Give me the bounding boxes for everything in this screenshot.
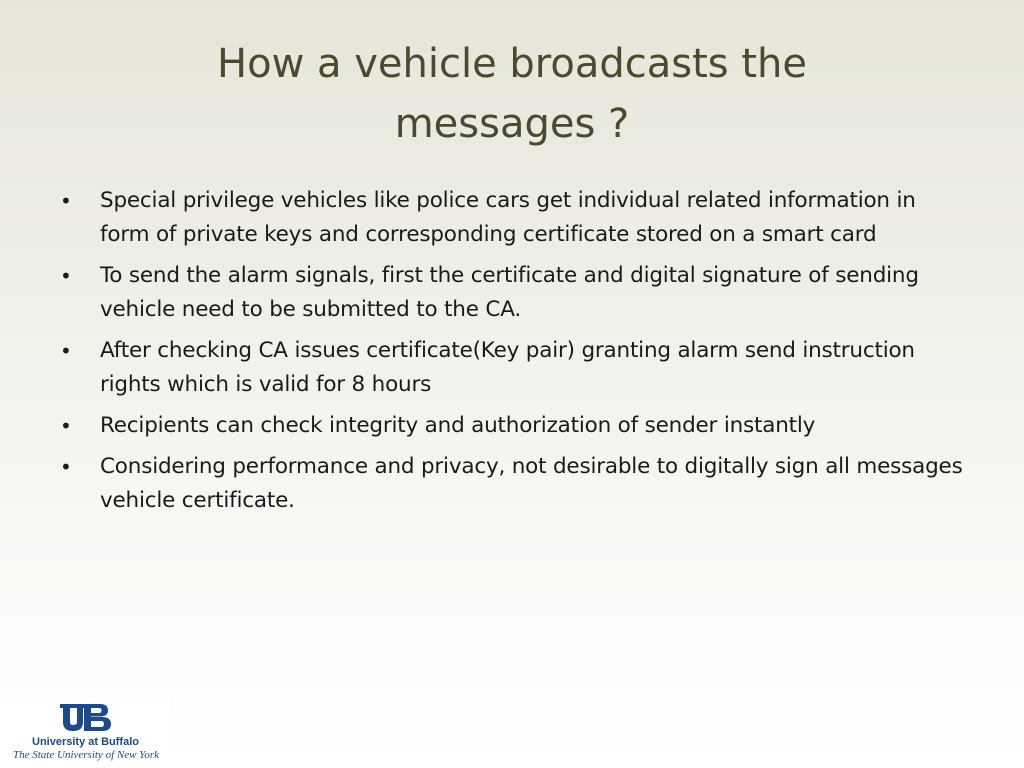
university-logo xyxy=(0,698,170,768)
slide-title: How a vehicle broadcasts the messages ? xyxy=(217,41,807,147)
list-item xyxy=(60,409,970,443)
ub-logo-icon xyxy=(60,704,112,732)
list-item xyxy=(60,259,970,327)
list-item xyxy=(60,334,970,402)
logo-subtitle: The State University of New York xyxy=(13,749,159,761)
bullet-list xyxy=(60,184,970,525)
bullet-icon: • xyxy=(60,264,72,288)
list-item xyxy=(60,184,970,252)
bullet-icon: • xyxy=(60,189,72,213)
bullet-icon: • xyxy=(60,339,72,363)
bullet-text: Recipients can check integrity and authorization of sender instantly xyxy=(100,413,816,438)
bullet-text: To send the alarm signals, first the certificate and digital signature of sending vehicle need to be submitted to the CA. xyxy=(100,263,919,322)
logo-university-name: University at Buffalo xyxy=(32,736,139,748)
bullet-text: Considering performance and privacy, not desirable to digitally sign all messages vehicle certificate. xyxy=(100,454,963,513)
list-item xyxy=(60,450,970,518)
bullet-text: Special privilege vehicles like police cars get individual related information in form of private keys and corresponding certificate stored on a smart card xyxy=(100,188,916,247)
bullet-text: After checking CA issues certificate(Key pair) granting alarm send instruction rights which is valid for 8 hours xyxy=(100,338,915,397)
bullet-icon: • xyxy=(60,414,72,438)
bullet-icon: • xyxy=(60,455,72,479)
